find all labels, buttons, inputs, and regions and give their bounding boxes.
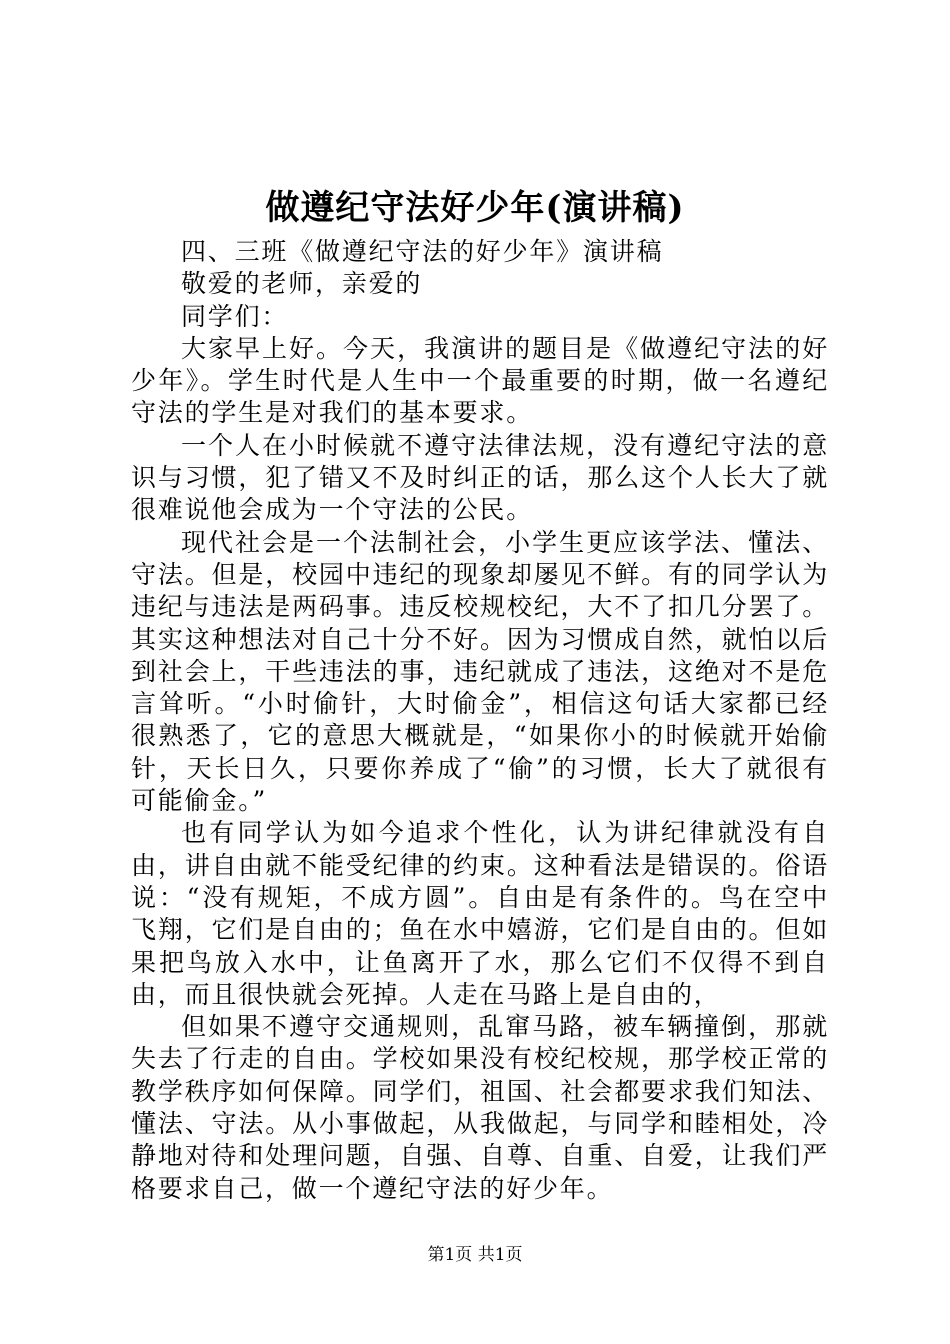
paragraph-society: 现代社会是一个法制社会，小学生更应该学法、懂法、守法。但是，校园中违纪的现象却屡见不鲜。有的同学认为违纪与违法是两码事。违反校规校纪，大不了扣几分罢了。其实这种想法对自己十分不好。因为习惯成自然，就怕以后到社会上，干些违法的事，违纪就成了违法，这绝对不是危言耸听。“小时偷针，大时偷金”，相信这句话大家都已经很熟悉了，它的意思大概就是，“如果你小的时候就开始偷针，天长日久，只要你养成了“偷”的习惯，长大了就很有可能偷金。” bbox=[131, 527, 829, 816]
paragraph-salutation: 敬爱的老师，亲爱的 bbox=[181, 269, 423, 299]
paragraph-childhood: 一个人在小时候就不遵守法律法规，没有遵纪守法的意识与习惯，犯了错又不及时纠正的话，那么这个人长大了就很难说他会成为一个守法的公民。 bbox=[131, 430, 829, 525]
document-title: 做遵纪守法好少年(演讲稿) bbox=[265, 188, 685, 228]
paragraph-freedom: 也有同学认为如今追求个性化，认为讲纪律就没有自由，讲自由就不能受纪律的约束。这种看法是错误的。俗语说：“没有规矩，不成方圆”。自由是有条件的。鸟在空中飞翔，它们是自由的；鱼在水中嬉游，它们是自由的。但如果把鸟放入水中，让鱼离开了水，那么它们不仅得不到自由，而且很快就会死掉。人走在马路上是自由的， bbox=[131, 818, 829, 1009]
paragraph-heading-line: 四、三班《做遵纪守法的好少年》演讲稿 bbox=[181, 237, 664, 266]
paragraph-conclusion: 但如果不遵守交通规则，乱窜马路，被车辆撞倒，那就失去了行走的自由。学校如果没有校纪校规，那学校正常的教学秩序如何保障。同学们，祖国、社会都要求我们知法、懂法、守法。从小事做起，从我做起，与同学和睦相处，冷静地对待和处理问题，自强、自尊、自重、自爱，让我们严格要求自己，做一个遵纪守法的好少年。 bbox=[131, 1012, 829, 1203]
paragraph-salutation-continued: 同学们： bbox=[181, 301, 289, 331]
paragraph-greeting: 大家早上好。今天，我演讲的题目是《做遵纪守法的好少年》。学生时代是人生中一个最重要的时期，做一名遵纪守法的学生是对我们的基本要求。 bbox=[131, 333, 829, 428]
page-footer: 第1页 共1页 bbox=[427, 1245, 523, 1265]
document-body bbox=[131, 236, 829, 1205]
